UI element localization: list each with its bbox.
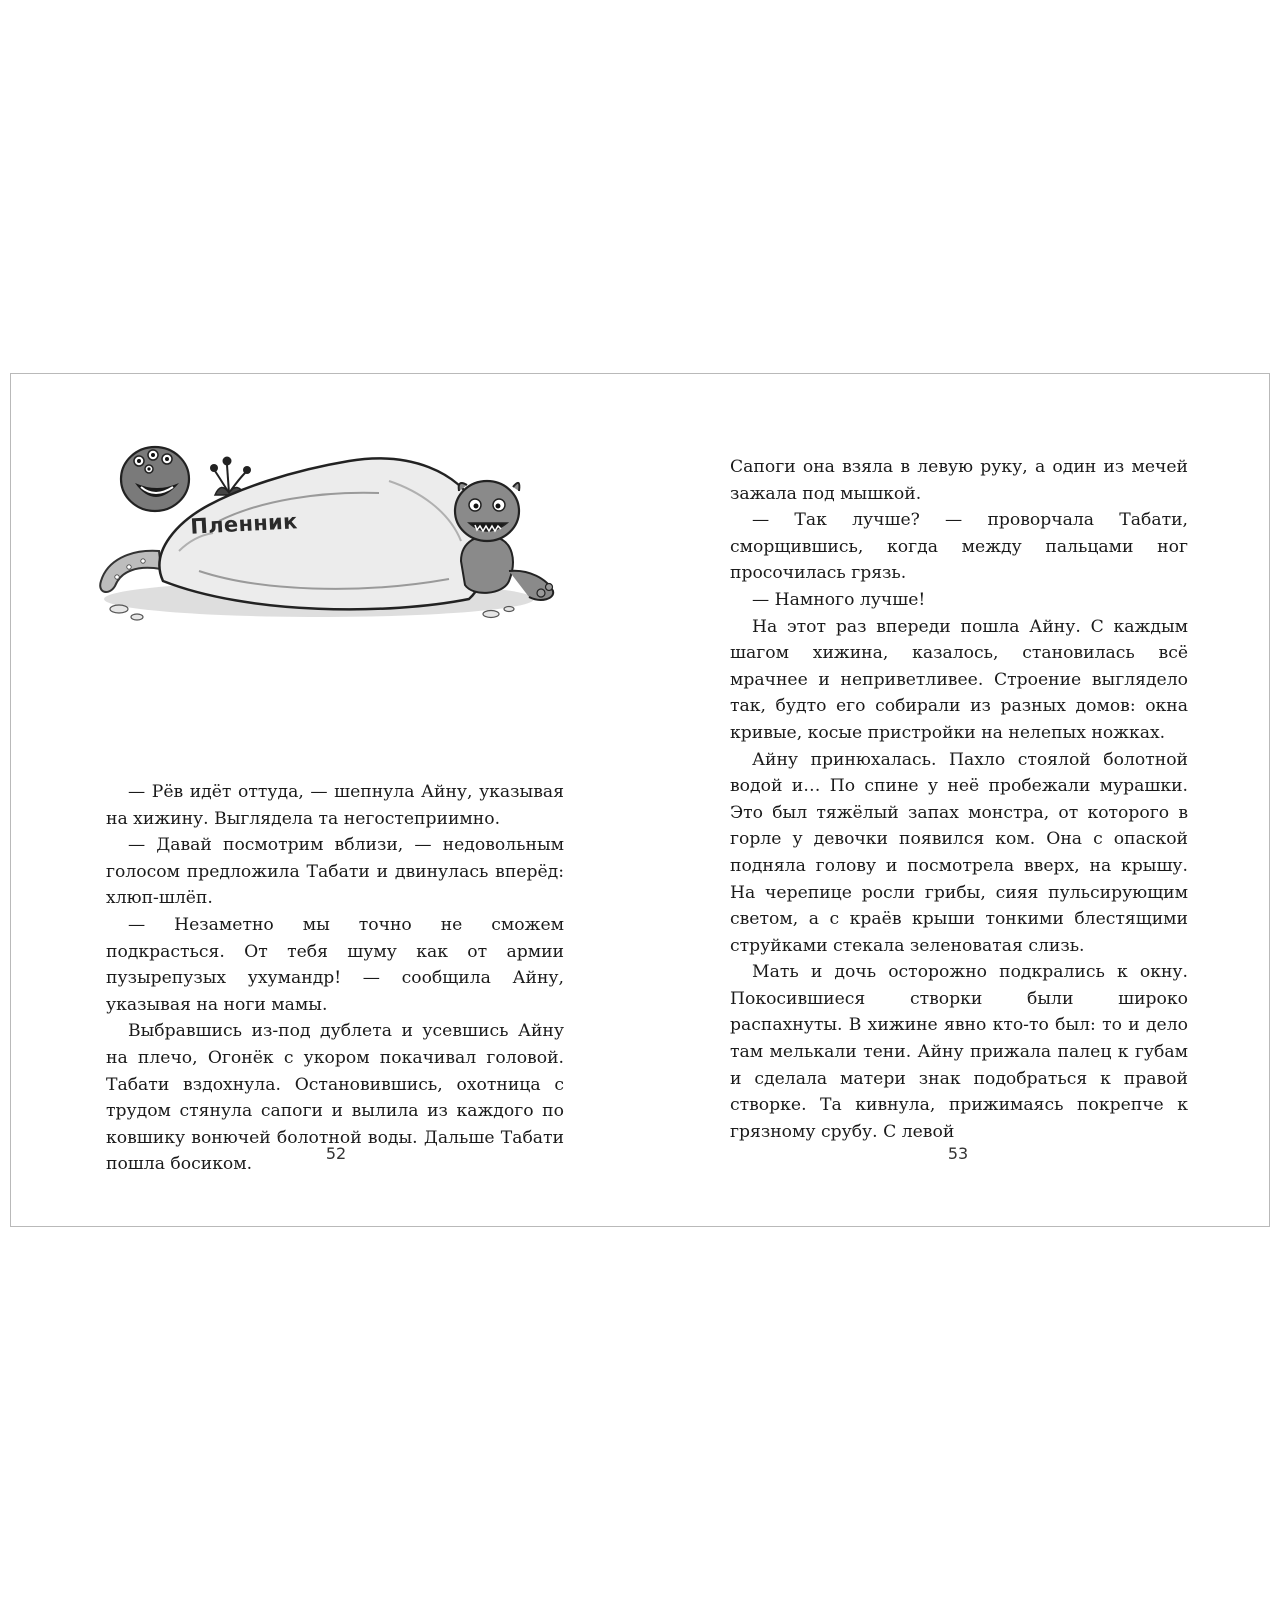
sitting-monster — [455, 481, 553, 600]
right-page — [641, 374, 1271, 1226]
pebble — [131, 614, 143, 620]
paragraph: Сапоги она взяла в левую руку, а один из мечей зажала под мышкой. — [730, 457, 1188, 504]
book-spread — [10, 373, 1270, 1227]
chapter-title: Пленник — [189, 509, 299, 539]
page-number-right: 53 — [947, 1144, 969, 1163]
paragraph: Айну принюхалась. Пахло стоялой болотной водой и… По спине у неё пробежали мурашки. Это был тяжёлый запах монстра, от которого в горле у девочки появился ком. Она с опаской подняла голову и посмотрела вверх, на крышу. На черепице росли грибы, сияя пульсирующим светом, а с краёв крыши тонкими блестящими струйками стекала зеленоватая слизь. — [730, 749, 1188, 956]
pebble — [110, 605, 128, 613]
paragraph: — Намного лучше! — [752, 589, 926, 610]
paragraph: — Давай посмотрим вблизи, — недовольным голосом предложила Табати и двинулась вперёд: хлюп-шлёп. — [106, 835, 564, 909]
pebble — [483, 611, 499, 618]
round-monster — [121, 447, 189, 511]
right-page-text — [730, 454, 1188, 1145]
paragraph: Выбравшись из-под дублета и усевшись Айну на плечо, Огонёк с укором покачивал головой. Табати вздохнула. Остановившись, охотница с трудом стянула сапоги и вылила из каждого по ковшику вонючей болотной воды. Дальше Табати пошла босиком. — [106, 1021, 564, 1175]
tentacle — [100, 551, 161, 592]
page-number-left: 52 — [325, 1144, 347, 1163]
paragraph: Мать и дочь осторожно подкрались к окну. Покосившиеся створки были широко распахнуты. В хижине явно кто-то был: то и дело там мелькали тени. Айну прижала палец к губам и сделала матери знак подобраться к правой створке. Та кивнула, прижимаясь покрепче к грязному срубу. С левой — [730, 962, 1188, 1142]
paragraph: На этот раз впереди пошла Айну. С каждым шагом хижина, казалось, становилась всё мрачнее и неприветливее. Строение выглядело так, будто его собирали из разных домов: окна кривые, косые пристройки на нелепых ножках. — [730, 616, 1188, 743]
left-page-text — [106, 779, 564, 1178]
chapter-illustration — [89, 431, 569, 631]
pebble — [504, 607, 514, 612]
paragraph: — Рёв идёт оттуда, — шепнула Айну, указывая на хижину. Выглядела та негостеприимно. — [106, 782, 564, 829]
paragraph: — Незаметно мы точно не сможем подкрасться. От тебя шуму как от армии пузырепузых ухумандр! — сообщила Айну, указывая на ноги мамы. — [106, 914, 564, 1015]
left-page — [11, 374, 641, 1226]
paragraph: — Так лучше? — проворчала Табати, сморщившись, когда между пальцами ног просочилась грязь. — [730, 510, 1188, 584]
